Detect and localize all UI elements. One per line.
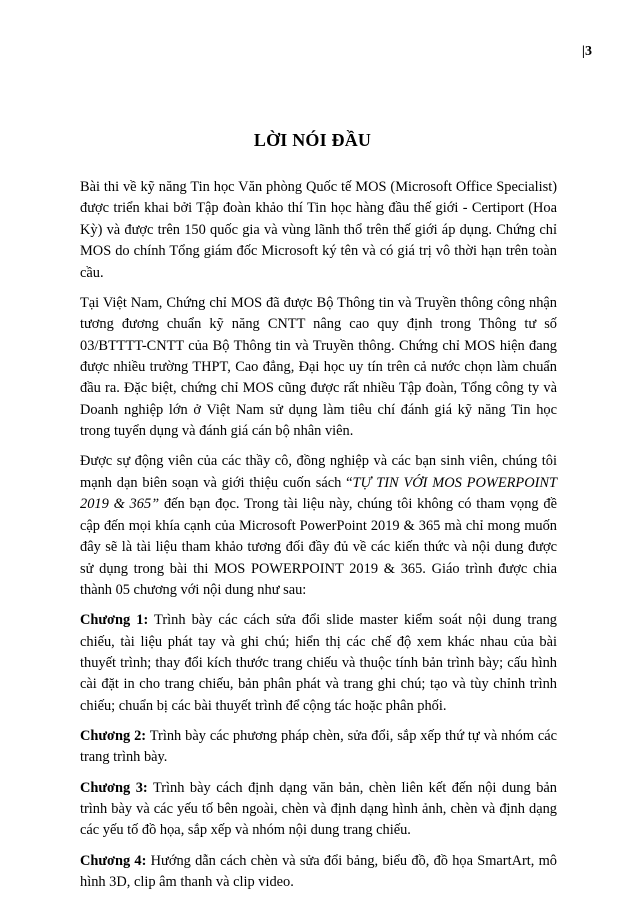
paragraph-mos-vietnam: Tại Việt Nam, Chứng chỉ MOS đã được Bộ Thông tin và Truyền thông công nhận tương đương chuẩn kỹ năng CNTT nâng cao quy định trong Thông tư số 03/BTTTT-CNTT của Bộ Thông tin và Truyền thông. Chứng chỉ MOS hiện đang được nhiều trường THPT, Cao đẳng, Đại học uy tín trên cả nước chọn làm chuẩn đầu ra. Đặc biệt, chứng chỉ MOS cũng được rất nhiều Tập đoàn, Tổng công ty và Doanh nghiệp lớn ở Việt Nam sử dụng làm tiêu chí đánh giá kỹ năng Tin học trong tuyển dụng và đánh giá cán bộ nhân viên. <box>80 294 557 440</box>
chapter-4-paragraph <box>80 851 557 894</box>
chapter-4-label: Chương 4: <box>80 852 147 869</box>
chapter-3-label: Chương 3: <box>80 779 148 796</box>
chapter-3-paragraph <box>80 778 557 842</box>
chapter-2-text: Trình bày các phương pháp chèn, sửa đổi, sắp xếp thứ tự và nhóm các trang trình bày. <box>80 727 557 766</box>
book-title: TỰ TIN VỚI MOS POWERPOINT 2019 & 365” <box>80 474 558 513</box>
page-title: LỜI NÓI ĐẦU <box>253 130 372 150</box>
paragraph-book-intro <box>80 451 557 601</box>
intro-text-before: Được sự động viên của các thầy cô, đồng nghiệp và các bạn sinh viên, chúng tôi mạnh dạn biên soạn và giới thiệu cuốn sách “ <box>80 453 557 491</box>
paragraph-intro-mos: Bài thi về kỹ năng Tin học Văn phòng Quốc tế MOS (Microsoft Office Specialist) được triển khai bởi Tập đoàn khảo thí Tin học hàng đầu thế giới - Certiport (Hoa Kỳ) và được trên 150 quốc gia và vùng lãnh thổ trên thế giới áp dụng. Chứng chỉ MOS do chính Tổng giám đốc Microsoft ký tên và có giá trị vô thời hạn trên toàn cầu. <box>80 179 557 281</box>
chapter-1-paragraph <box>80 610 557 717</box>
chapter-3-text: Trình bày cách định dạng văn bản, chèn liên kết đến nội dung bản trình bày và các yếu tố bên ngoài, chèn và định dạng hình ảnh, chèn và định dạng các yếu tố đồ họa, sắp xếp và nhóm nội dung trang chiếu. <box>80 779 557 839</box>
chapter-2-label: Chương 2: <box>80 727 147 744</box>
page-number: |3 <box>581 44 592 59</box>
document-body <box>80 177 557 902</box>
intro-text-after: đến bạn đọc. Trong tài liệu này, chúng tôi không có tham vọng đề cập đến mọi khía cạnh của Microsoft PowerPoint 2019 & 365 mà chỉ mong muốn đây sẽ là tài liệu tham khảo tương đối đầy đủ về các kiến thức và nội dung được sử dụng trong bài thi MOS POWERPOINT 2019 & 365. Giáo trình được chia thành 05 chương với nội dung như sau: <box>80 496 557 598</box>
chapter-1-label: Chương 1: <box>80 612 149 629</box>
chapter-1-text: Trình bày các cách sửa đổi slide master kiểm soát nội dung trang chiếu, tài liệu phát tay và ghi chú; hiển thị các chế độ xem khác nhau của bài thuyết trình; thay đổi kích thước trang chiếu và thuộc tính bản trình bày; cấu hình cài đặt in cho trang chiếu, bản phân phát và trang ghi chú; tạo và tùy chỉnh trình chiếu; chuẩn bị các bài thuyết trình để cộng tác hoặc phân phối. <box>80 612 557 714</box>
chapter-2-paragraph <box>80 726 557 769</box>
chapter-4-text: Hướng dẫn cách chèn và sửa đổi bảng, biểu đồ, đồ họa SmartArt, mô hình 3D, clip âm thanh và clip video. <box>80 852 557 890</box>
